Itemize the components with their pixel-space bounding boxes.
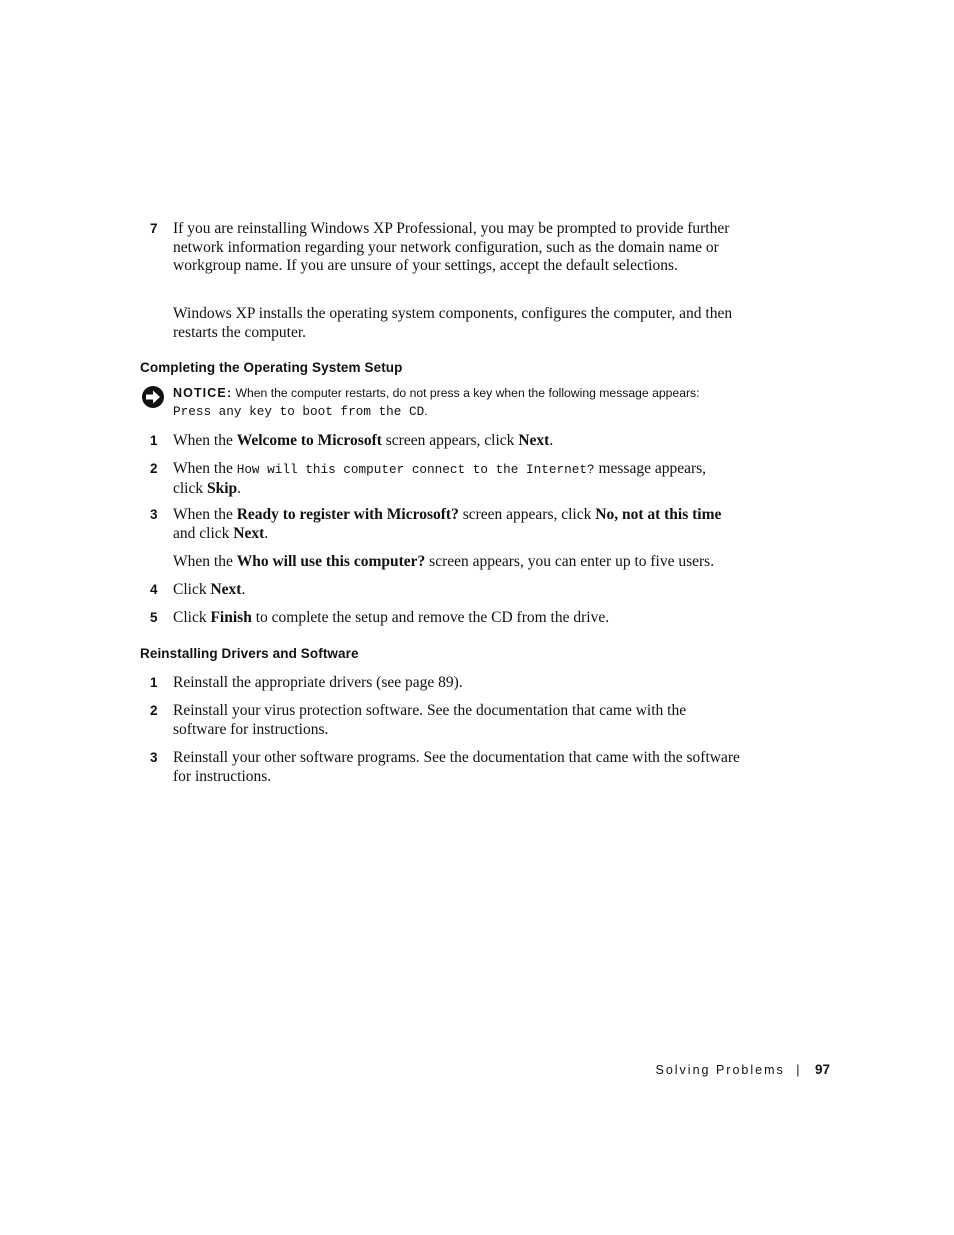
step-number: 4: [150, 582, 158, 597]
ui-term: Skip: [207, 479, 238, 497]
ui-term: Next: [518, 432, 550, 449]
section-heading-reinstalling-drivers: Reinstalling Drivers and Software: [140, 646, 359, 661]
notice-box: [140, 385, 750, 420]
step-number: 7: [150, 221, 158, 236]
notice-code: Press any key to boot from the CD: [173, 403, 425, 419]
footer-separator: |: [796, 1063, 800, 1077]
step-number: 3: [150, 750, 158, 765]
ui-term: Next: [210, 581, 242, 598]
step-number: 3: [150, 507, 158, 522]
completing-step-3: [150, 506, 740, 543]
code-message: How will this computer connect to the Internet?: [236, 462, 595, 477]
step-text: Click Next.: [173, 581, 246, 598]
step-number: 2: [150, 461, 158, 476]
step-text: Reinstall your other software programs. See the documentation that came with the software for instructions.: [173, 749, 740, 785]
footer-section-title: Solving Problems: [655, 1063, 785, 1077]
step-number: 1: [150, 433, 158, 448]
ui-term: Finish: [210, 609, 252, 626]
section-heading-completing-setup: Completing the Operating System Setup: [140, 360, 403, 375]
ui-term: Who will use this computer?: [236, 553, 426, 570]
ui-term: No, not at this time: [595, 506, 722, 523]
step-text: Click Finish to complete the setup and remove the CD from the drive.: [173, 609, 610, 626]
step-text: If you are reinstalling Windows XP Professional, you may be prompted to provide further network information regarding your network configuration, such as the domain name or workgroup name. If you are unsure of your settings, accept the default selections.: [173, 220, 730, 275]
page-footer: [655, 1062, 830, 1077]
step-7-followup: Windows XP installs the operating system components, configures the computer, and then restarts the computer.: [173, 305, 733, 341]
notice-message: When the computer restarts, do not press a key when the following message appears:: [232, 386, 700, 400]
page-number: 97: [814, 1062, 830, 1077]
ui-term: Ready to register with Microsoft?: [236, 506, 459, 523]
completing-step-2: [150, 460, 740, 498]
step-number: 1: [150, 675, 158, 690]
reinstall-step-2: [150, 702, 740, 739]
step-7: [150, 220, 740, 276]
ui-term: Next: [233, 524, 265, 542]
completing-step-5: [150, 609, 740, 628]
reinstall-step-1: [150, 674, 740, 693]
completing-step-3-note: When the Who will use this computer? screen appears, you can enter up to five users.: [173, 553, 715, 570]
completing-step-1: [150, 432, 740, 451]
step-text: When the Ready to register with Microsoft? screen appears, click No, not at this time and click Next.: [173, 506, 722, 542]
step-text: Reinstall the appropriate drivers (see page 89).: [173, 674, 463, 691]
ui-term: Welcome to Microsoft: [236, 432, 382, 449]
step-text: When the Welcome to Microsoft screen appears, click Next.: [173, 432, 554, 449]
notice-arrow-icon: [140, 385, 166, 409]
completing-step-4: [150, 581, 740, 600]
step-number: 5: [150, 610, 158, 625]
notice-text: NOTICE: When the computer restarts, do not press a key when the following message appears: Press any key to boot from the CD.: [173, 386, 700, 419]
step-text: When the How will this computer connect to the Internet? message appears, click Skip.: [173, 460, 707, 497]
notice-label: NOTICE:: [173, 386, 233, 400]
step-number: 2: [150, 703, 158, 718]
step-text: Reinstall your virus protection software. See the documentation that came with the software for instructions.: [173, 702, 687, 738]
reinstall-step-3: [150, 749, 740, 786]
